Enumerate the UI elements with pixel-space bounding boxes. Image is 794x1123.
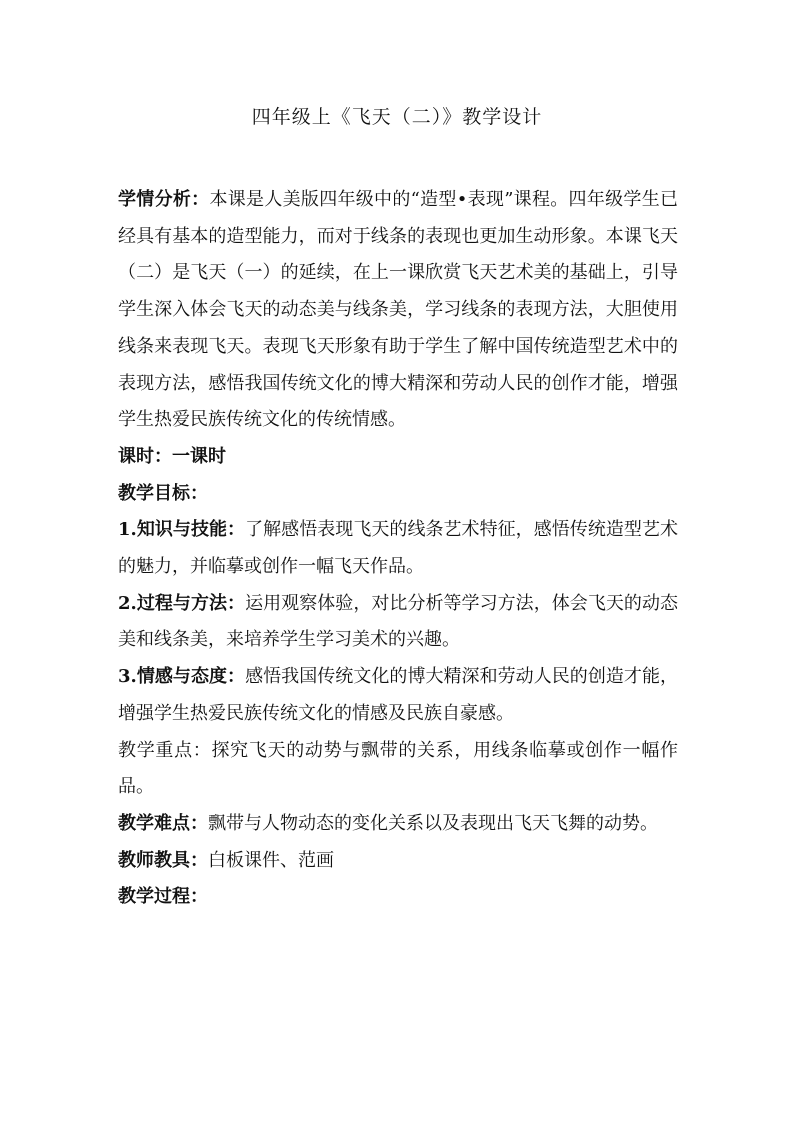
- teaching-aids-label: 教师教具：: [118, 849, 208, 871]
- objective-label: 2.过程与方法：: [118, 592, 246, 614]
- objective-item: [118, 659, 678, 732]
- document-body: [118, 182, 678, 916]
- class-hours-text: 一课时: [172, 445, 226, 467]
- objective-item: [118, 586, 678, 659]
- teaching-aids-text: 白板课件、范画: [208, 849, 334, 871]
- objective-text: 感悟我国传统文化的博大精深和劳动人民的创造才能，增强学生热爱民族传统文化的情感及民族自豪感。: [118, 666, 678, 724]
- objective-text: 运用观察体验，对比分析等学习方法，体会飞天的动态美和线条美，来培养学生学习美术的兴趣。: [118, 592, 678, 651]
- difficulties-label: 教学难点：: [118, 812, 208, 834]
- objectives-heading: 教学目标：: [118, 482, 208, 504]
- teaching-aids-paragraph: [118, 843, 678, 880]
- key-points-paragraph: [118, 733, 678, 806]
- student-analysis-label: 学情分析：: [118, 189, 210, 210]
- difficulties-text: 飘带与人物动态的变化关系以及表现出飞天飞舞的动势。: [208, 812, 658, 834]
- key-points-label: 教学重点：: [118, 739, 212, 761]
- difficulties-paragraph: [118, 806, 678, 843]
- class-hours-label: 课时：: [118, 445, 172, 467]
- objective-item: [118, 512, 678, 585]
- student-analysis-text: 本课是人美版四年级中的“造型•表现”课程。四年级学生已经具有基本的造型能力，而对于线条的表现也更加生动形象。本课飞天（二）是飞天（一）的延续，在上一课欣赏飞天艺术美的基础上，引导学生深入体会飞天的动态美与线条美，学习线条的表现方法，大胆使用线条来表现飞天。表现飞天形象有助于学生了解中国传统造型艺术中的表现方法，感悟我国传统文化的博大精深和劳动人民的创作才能，增强学生热爱民族传统文化的传统情感。: [118, 189, 678, 431]
- key-points-text: 探究飞天的动势与飘带的关系，用线条临摹或创作一幅作品。: [118, 739, 679, 798]
- objective-label: 3.情感与态度：: [118, 666, 246, 688]
- document-title: 四年级上《飞天（二）》教学设计: [251, 106, 543, 128]
- process-heading: 教学过程：: [118, 886, 208, 908]
- objective-text: 了解感悟表现飞天的线条艺术特征，感悟传统造型艺术的魅力，并临摹或创作一幅飞天作品。: [118, 519, 678, 578]
- objective-label: 1.知识与技能：: [118, 519, 246, 541]
- student-analysis-paragraph: [118, 182, 678, 439]
- class-hours-paragraph: [118, 439, 678, 476]
